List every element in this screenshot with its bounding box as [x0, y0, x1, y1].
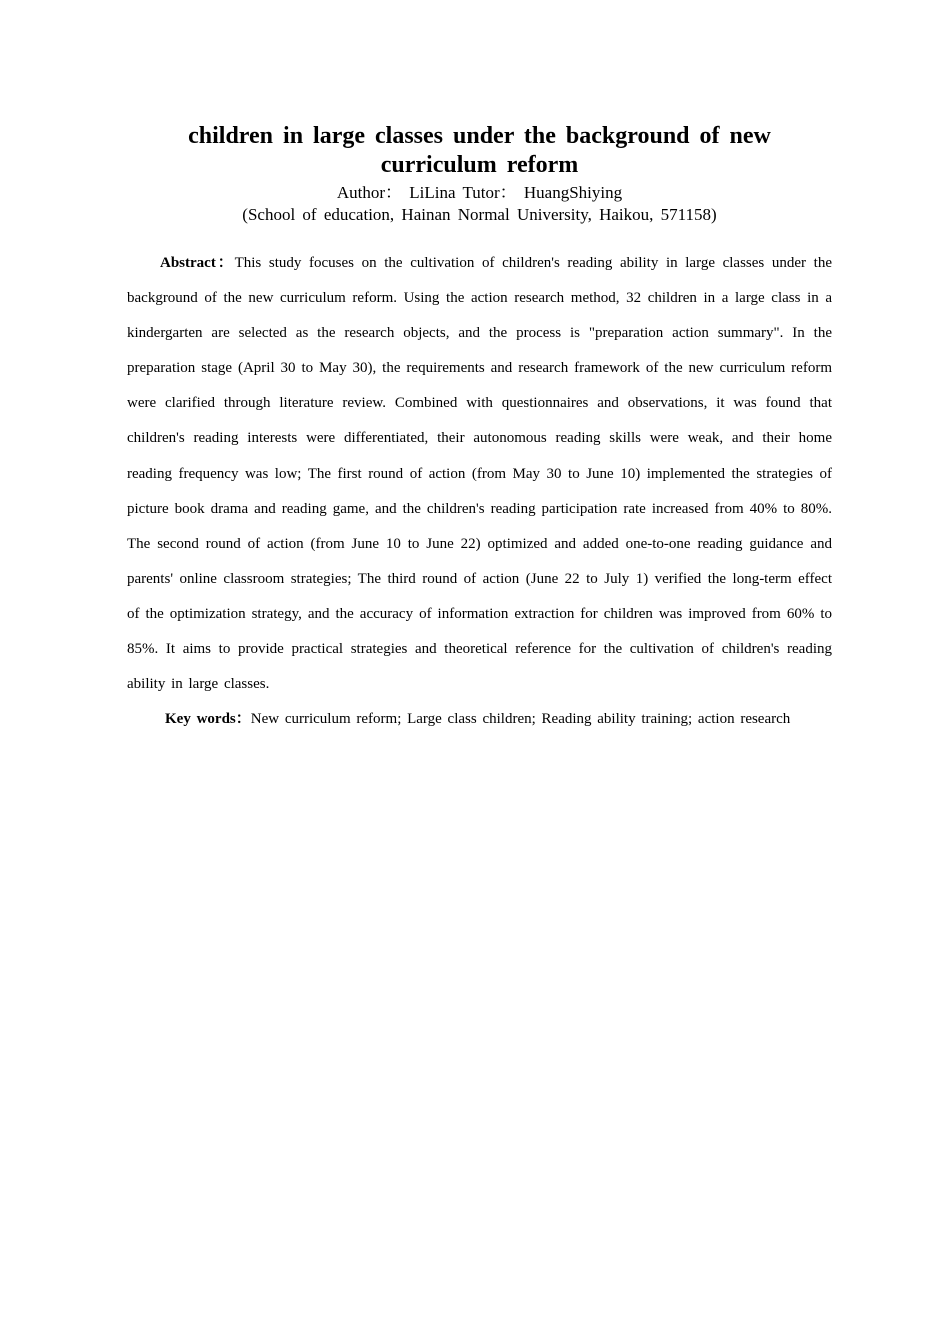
affiliation-line: (School of education, Hainan Normal University, Haikou, 571158)	[242, 205, 717, 224]
abstract-label: Abstract：	[160, 255, 235, 271]
document-page	[127, 122, 832, 738]
author-line: Author： LiLina Tutor： HuangShiying	[336, 183, 623, 202]
abstract-paragraph	[127, 246, 832, 702]
abstract-text: This study focuses on the cultivation of children's reading ability in large classes under the background of the new curriculum reform. Using the action research method, 32 children in a large class in a kindergarten are selected as the research objects, and the process is "preparation action summary". In the preparation stage (April 30 to May 30), the requirements and research framework of the new curriculum reform were clarified through literature review. Combined with questionnaires and observations, it was found that children's reading interests were differentiated, their autonomous reading skills were weak, and their home reading frequency was low; The first round of action (from May 30 to June 10) implemented the strategies of picture book drama and reading game, and the children's reading participation rate increased from 40% to 80%. The second round of action (from June 10 to June 22) optimized and added one-to-one reading guidance and parents' online classroom strategies; The third round of action (June 22 to July 1) verified the long-term effect of the optimization strategy, and the accuracy of information extraction for children was improved from 60% to 85%. It aims to provide practical strategies and theoretical reference for the cultivation of children's reading ability in large classes.	[127, 255, 832, 693]
paper-title: children in large classes under the background of new curriculum reform	[188, 123, 771, 178]
keywords-paragraph	[127, 702, 832, 738]
keywords-label: Key words：	[165, 711, 251, 728]
keywords-text: New curriculum reform; Large class children; Reading ability training; action research	[250, 711, 791, 728]
